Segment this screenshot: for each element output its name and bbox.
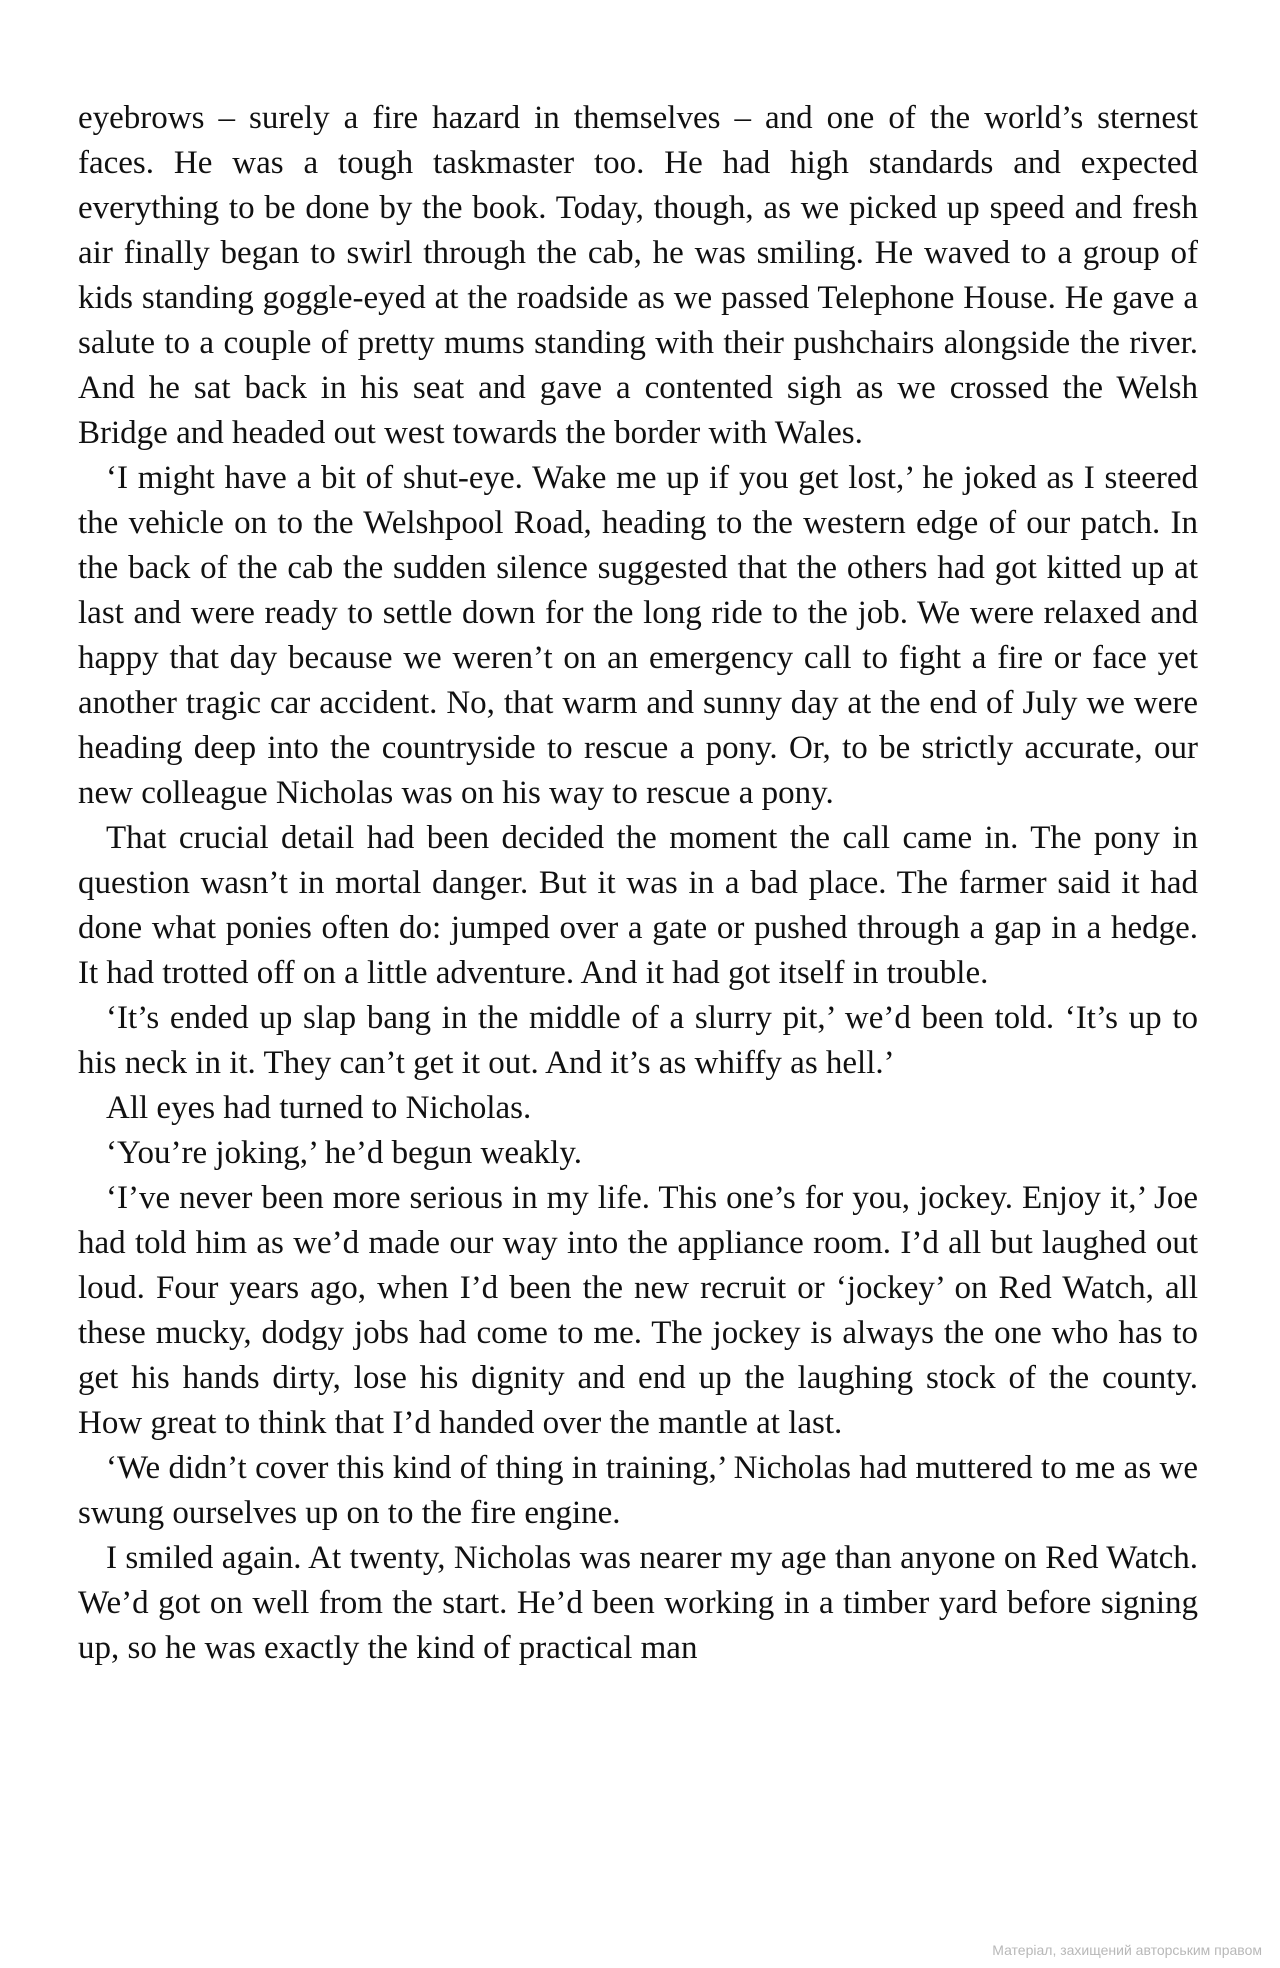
paragraph: ‘I might have a bit of shut-eye. Wake me up if you get lost,’ he joked as I steered the vehicle on to the Welshpool Road, heading to the western edge of our patch. In the back of the cab the sudden silence suggested that the others had got kitted up at last and were ready to settle down for the long ride to the job. We were relaxed and happy that day because we weren’t on an emergency call to fight a fire or face yet another tragic car accident. No, that warm and sunny day at the end of July we were heading deep into the countryside to rescue a pony. Or, to be strictly accurate, our new colleague Nicholas was on his way to rescue a pony. xyxy=(78,460,1198,811)
page-body xyxy=(78,96,1198,1671)
paragraph: All eyes had turned to Nicholas. xyxy=(106,1090,532,1126)
paragraph: ‘You’re joking,’ he’d begun weakly. xyxy=(106,1135,582,1171)
paragraph: ‘It’s ended up slap bang in the middle of a slurry pit,’ we’d been told. ‘It’s up to his neck in it. They can’t get it out. And it’s as whiffy as hell.’ xyxy=(78,1000,1198,1081)
paragraph: ‘I’ve never been more serious in my life. This one’s for you, jockey. Enjoy it,’ Joe had told him as we’d made our way into the appliance room. I’d all but laughed out loud. Four years ago, when I’d been the new recruit or ‘jockey’ on Red Watch, all these mucky, dodgy jobs had come to me. The jockey is always the one who has to get his hands dirty, lose his dignity and end up the laughing stock of the county. How great to think that I’d handed over the mantle at last. xyxy=(78,1180,1198,1441)
paragraph: I smiled again. At twenty, Nicholas was nearer my age than anyone on Red Watch. We’d got on well from the start. He’d been working in a timber yard before signing up, so he was exactly the kind of practical man xyxy=(78,1540,1198,1666)
paragraph: That crucial detail had been decided the moment the call came in. The pony in question wasn’t in mortal danger. But it was in a bad place. The farmer said it had done what ponies often do: jumped over a gate or pushed through a gap in a hedge. It had trotted off on a little adventure. And it had got itself in trouble. xyxy=(78,820,1198,991)
copyright-watermark: Матеріал, захищений авторським правом xyxy=(992,1942,1262,1958)
paragraph: ‘We didn’t cover this kind of thing in training,’ Nicholas had muttered to me as we swung ourselves up on to the fire engine. xyxy=(78,1450,1198,1531)
paragraph-continuation: eyebrows – surely a fire hazard in themselves – and one of the world’s sternest faces. He was a tough taskmaster too. He had high standards and expected everything to be done by the book. Today, though, as we picked up speed and fresh air finally began to swirl through the cab, he was smiling. He waved to a group of kids standing goggle-eyed at the roadside as we passed Telephone House. He gave a salute to a couple of pretty mums standing with their pushchairs alongside the river. And he sat back in his seat and gave a contented sigh as we crossed the Welsh Bridge and headed out west towards the border with Wales. xyxy=(78,100,1198,451)
